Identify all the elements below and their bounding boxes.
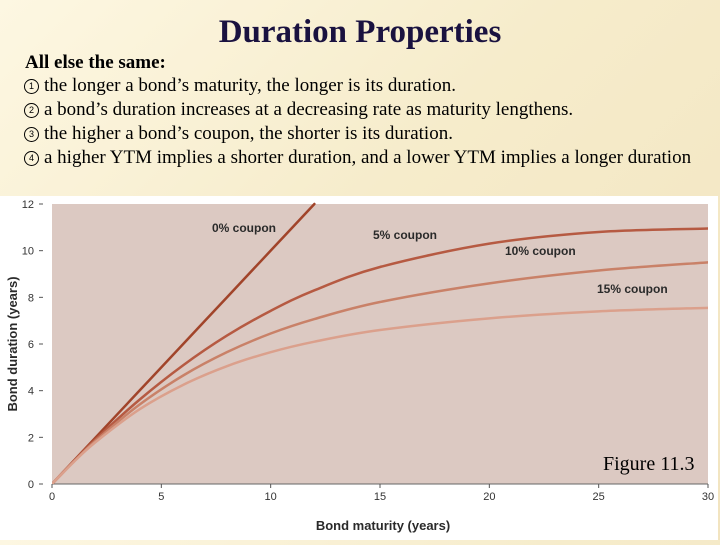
bullet-number: 1 (24, 79, 39, 94)
chart-container (0, 196, 718, 540)
bullet-text: a bond’s duration increases at a decreasing rate as maturity lengthens. (44, 99, 574, 120)
x-axis-title: Bond maturity (years) (315, 518, 451, 533)
bullet-item (24, 98, 704, 122)
duration-chart (0, 196, 718, 540)
bullet-number: 4 (24, 151, 39, 166)
bullet-number: 2 (24, 103, 39, 118)
bullet-item (24, 146, 704, 170)
x-tick-label: 5 (158, 491, 165, 503)
y-tick-label: 0 (27, 479, 34, 491)
series-label-5pct: 5% coupon (373, 228, 438, 242)
y-tick-label: 6 (27, 339, 34, 351)
y-tick-label: 2 (27, 432, 34, 445)
y-tick-label: 10 (21, 245, 34, 258)
x-tick-label: 0 (48, 491, 56, 503)
lead-text: All else the same: (25, 52, 166, 73)
bullet-list (24, 74, 704, 170)
y-tick-label: 4 (27, 385, 34, 398)
figure-label: Figure 11.3 (603, 453, 695, 475)
x-tick-label: 15 (373, 491, 387, 503)
y-tick-label: 12 (21, 199, 34, 211)
plot-area (52, 204, 708, 484)
bullet-number: 3 (24, 127, 39, 142)
y-tick-label: 8 (27, 292, 34, 305)
bullet-item (24, 74, 704, 98)
x-tick-label: 25 (592, 491, 605, 503)
plot-frame-edge (708, 196, 718, 540)
series-label-0pct: 0% coupon (212, 221, 277, 235)
x-tick-label: 20 (483, 491, 496, 503)
slide-title: Duration Properties (218, 14, 502, 50)
series-label-15pct: 15% coupon (597, 282, 668, 296)
bullet-item (24, 122, 704, 146)
y-axis-title: Bond duration (years) (5, 276, 20, 412)
bullet-text: the higher a bond’s coupon, the shorter is its duration. (44, 123, 453, 144)
series-label-10pct: 10% coupon (505, 244, 576, 258)
bullet-text: a higher YTM implies a shorter duration, and a lower YTM implies a longer duration (44, 147, 692, 168)
x-tick-label: 10 (264, 491, 277, 503)
x-tick-label: 30 (701, 491, 715, 503)
bullet-text: the longer a bond’s maturity, the longer is its duration. (44, 75, 456, 96)
